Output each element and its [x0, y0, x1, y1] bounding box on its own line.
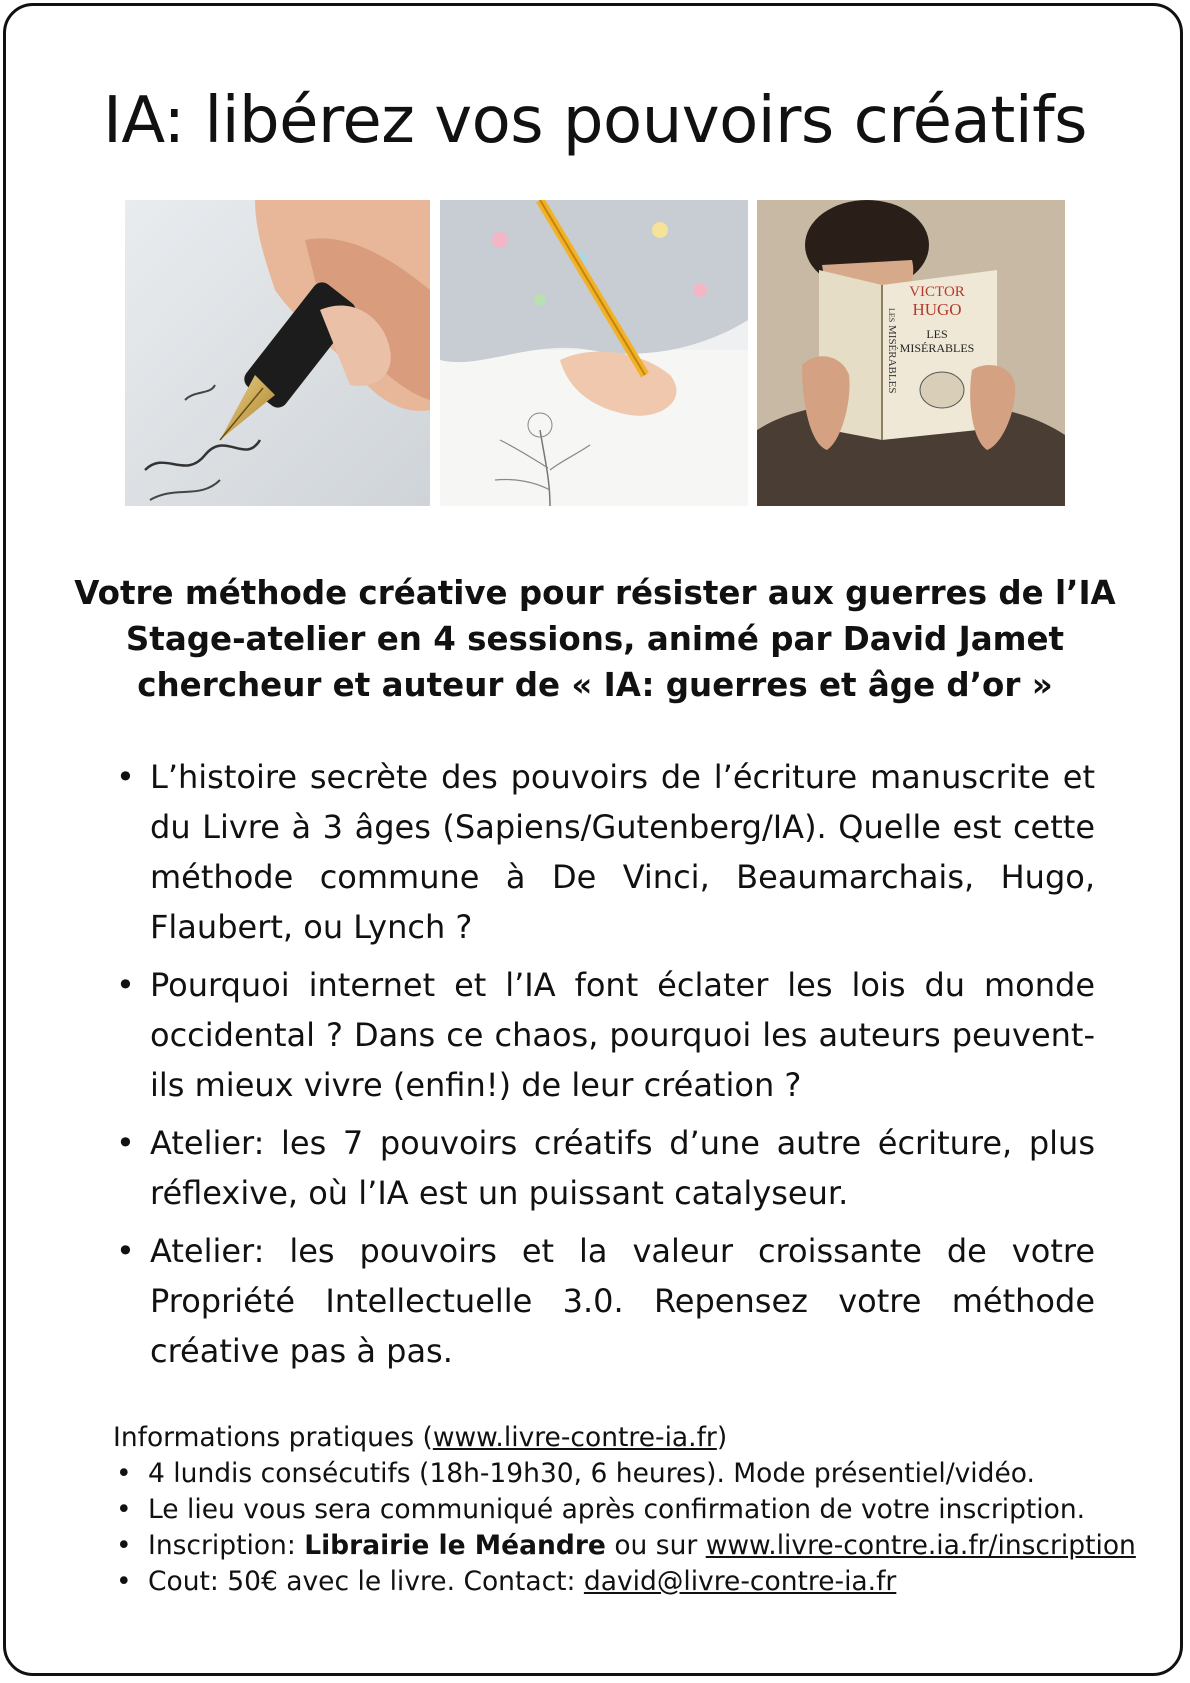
program-item-text: Atelier: les pouvoirs et la valeur croissante de votre Propriété Intellectuelle 3.0. Repensez votre méthode créative pas à pas.	[150, 1232, 1095, 1370]
subtitle-line-1: Votre méthode créative pour résister aux guerres de l’IA	[74, 574, 1116, 612]
cost-contact-prefix: Cout: 50€ avec le livre. Contact:	[148, 1566, 584, 1597]
program-item	[110, 1118, 1095, 1218]
bullet-icon: •	[116, 1232, 135, 1270]
registration-link[interactable]: www.livre-contre.ia.fr/inscription	[705, 1530, 1136, 1561]
subtitle-block	[40, 570, 1150, 708]
child-drawing-photo	[440, 200, 748, 506]
book-author-line1: VICTOR	[909, 284, 965, 300]
book-author-line2: HUGO	[912, 300, 962, 319]
info-item-location	[113, 1492, 1113, 1528]
bullet-icon: •	[116, 1566, 132, 1597]
program-item-text: L’histoire secrète des pouvoirs de l’écriture manuscrite et du Livre à 3 âges (Sapiens/Gutenberg/IA). Quelle est cette méthode commune à De Vinci, Beaumarchais, Hugo, Flaubert, ou Lynch ?	[150, 758, 1095, 946]
bullet-icon: •	[116, 1530, 132, 1561]
practical-info-heading	[113, 1420, 1113, 1456]
info-heading-prefix: Informations pratiques (	[113, 1422, 433, 1453]
registration-middle: ou sur	[605, 1530, 706, 1561]
bullet-icon: •	[116, 1124, 135, 1162]
contact-email-link[interactable]: david@livre-contre-ia.fr	[583, 1566, 897, 1597]
program-item	[110, 1226, 1095, 1376]
page-title: IA: libérez vos pouvoirs créatifs	[102, 84, 1088, 158]
subtitle-line-3: chercheur et auteur de « IA: guerres et âge d’or »	[137, 666, 1053, 704]
book-title-line1: LES	[926, 327, 948, 341]
program-list	[110, 752, 1095, 1384]
program-item	[110, 960, 1095, 1110]
bullet-icon: •	[116, 966, 135, 1004]
program-item-text: Pourquoi internet et l’IA font éclater les lois du monde occidental ? Dans ce chaos, pourquoi les auteurs peuvent-ils mieux vivre (enfin!) de leur création ?	[150, 966, 1095, 1104]
info-heading-suffix: )	[716, 1422, 728, 1453]
program-item-text: Atelier: les 7 pouvoirs créatifs d’une autre écriture, plus réflexive, où l’IA est un puissant catalyseur.	[150, 1124, 1095, 1212]
fountain-pen-writing-photo	[125, 200, 430, 506]
info-item-text: Le lieu vous sera communiqué après confirmation de votre inscription.	[148, 1494, 1086, 1525]
subtitle-line-2: Stage-atelier en 4 sessions, animé par David Jamet	[125, 620, 1065, 658]
book-title-line2: MISÉRABLES	[899, 341, 975, 355]
man-reading-les-miserables-photo	[757, 200, 1065, 506]
photo-strip	[125, 200, 1065, 506]
info-item-cost-contact	[113, 1564, 1113, 1600]
bullet-icon: •	[116, 758, 135, 796]
bullet-icon: •	[116, 1458, 132, 1489]
info-item-registration	[113, 1528, 1136, 1564]
info-item-schedule	[113, 1456, 1113, 1492]
registration-prefix: Inscription:	[148, 1530, 305, 1561]
practical-info	[113, 1420, 1136, 1600]
bullet-icon: •	[116, 1494, 132, 1525]
bookstore-name: Librairie le Méandre	[304, 1530, 606, 1561]
website-link[interactable]: www.livre-contre-ia.fr	[432, 1422, 717, 1453]
info-item-text: 4 lundis consécutifs (18h-19h30, 6 heures). Mode présentiel/vidéo.	[148, 1458, 1035, 1489]
book-spine-small-label: LES	[887, 308, 896, 323]
book-spine-label: MISÉRABLES	[886, 325, 898, 394]
program-item	[110, 752, 1095, 952]
